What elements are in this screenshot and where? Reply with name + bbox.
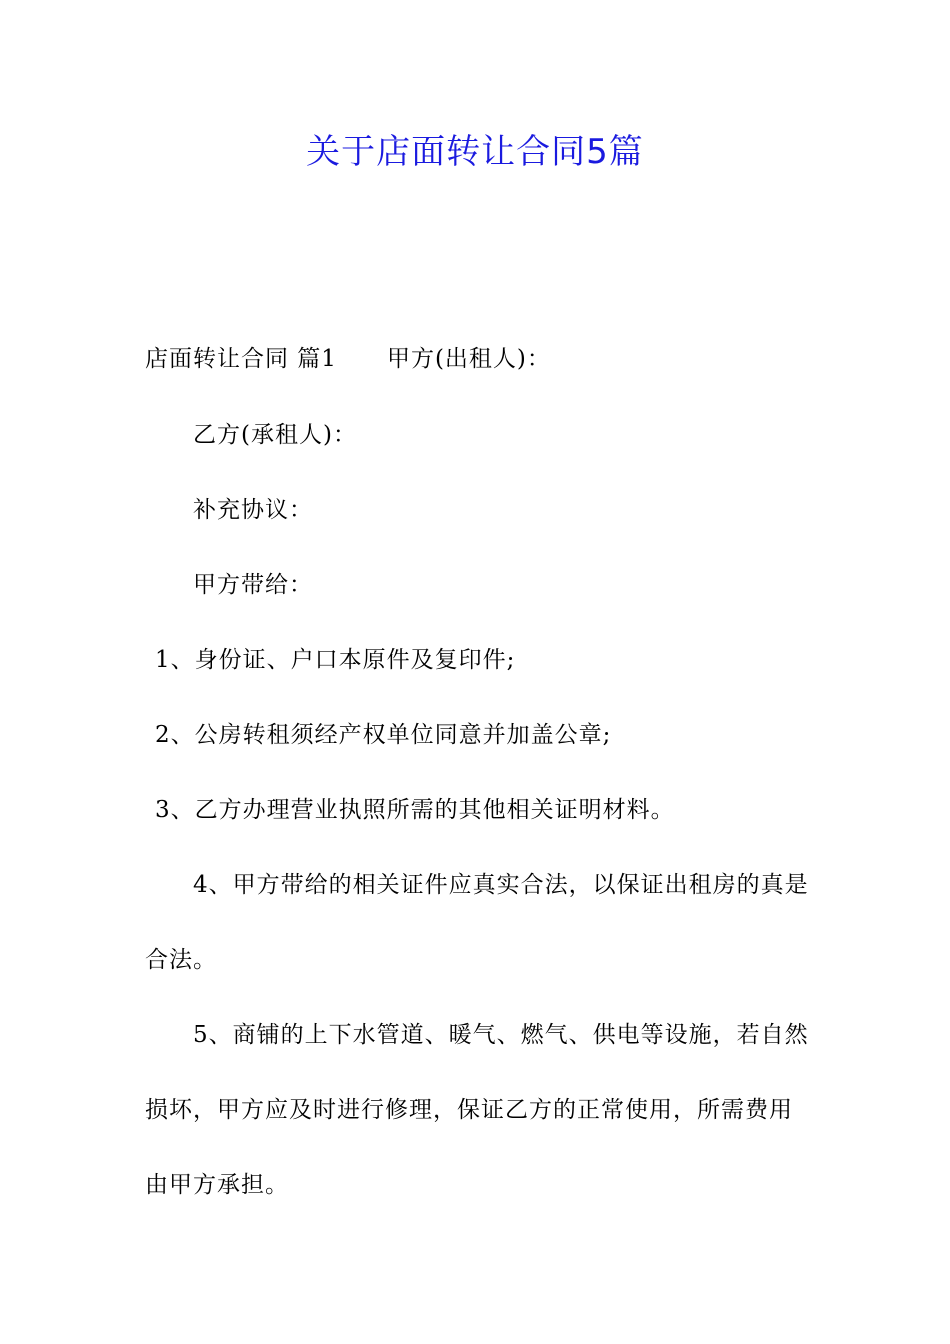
- clause-5-line-2: 损坏，甲方应及时进行修理，保证乙方的正常使用，所需费用: [145, 1097, 793, 1123]
- list-item-2: 2、公房转租须经产权单位同意并加盖公章;: [155, 722, 612, 748]
- clause-5-line-3: 由甲方承担。: [145, 1172, 289, 1198]
- party-b-label: 乙方(承租人)：: [193, 422, 357, 448]
- section-heading: 店面转让合同 篇1: [145, 346, 337, 372]
- clause-4-line-2: 合法。: [145, 947, 217, 973]
- list-item-1: 1、身份证、户口本原件及复印件;: [155, 647, 516, 673]
- clause-4-line-1: 4、甲方带给的相关证件应真实合法，以保证出租房的真是: [193, 872, 809, 898]
- supplement-label: 补充协议：: [193, 497, 313, 523]
- clause-5-line-1: 5、商铺的上下水管道、暖气、燃气、供电等设施，若自然: [193, 1022, 809, 1048]
- list-item-3: 3、乙方办理营业执照所需的其他相关证明材料。: [155, 797, 675, 823]
- party-a-label: 甲方(出租人)：: [386, 346, 551, 372]
- document-title: 关于店面转让合同5篇: [306, 132, 644, 172]
- section-heading-line: [145, 343, 551, 375]
- party-a-provides-label: 甲方带给：: [193, 572, 313, 598]
